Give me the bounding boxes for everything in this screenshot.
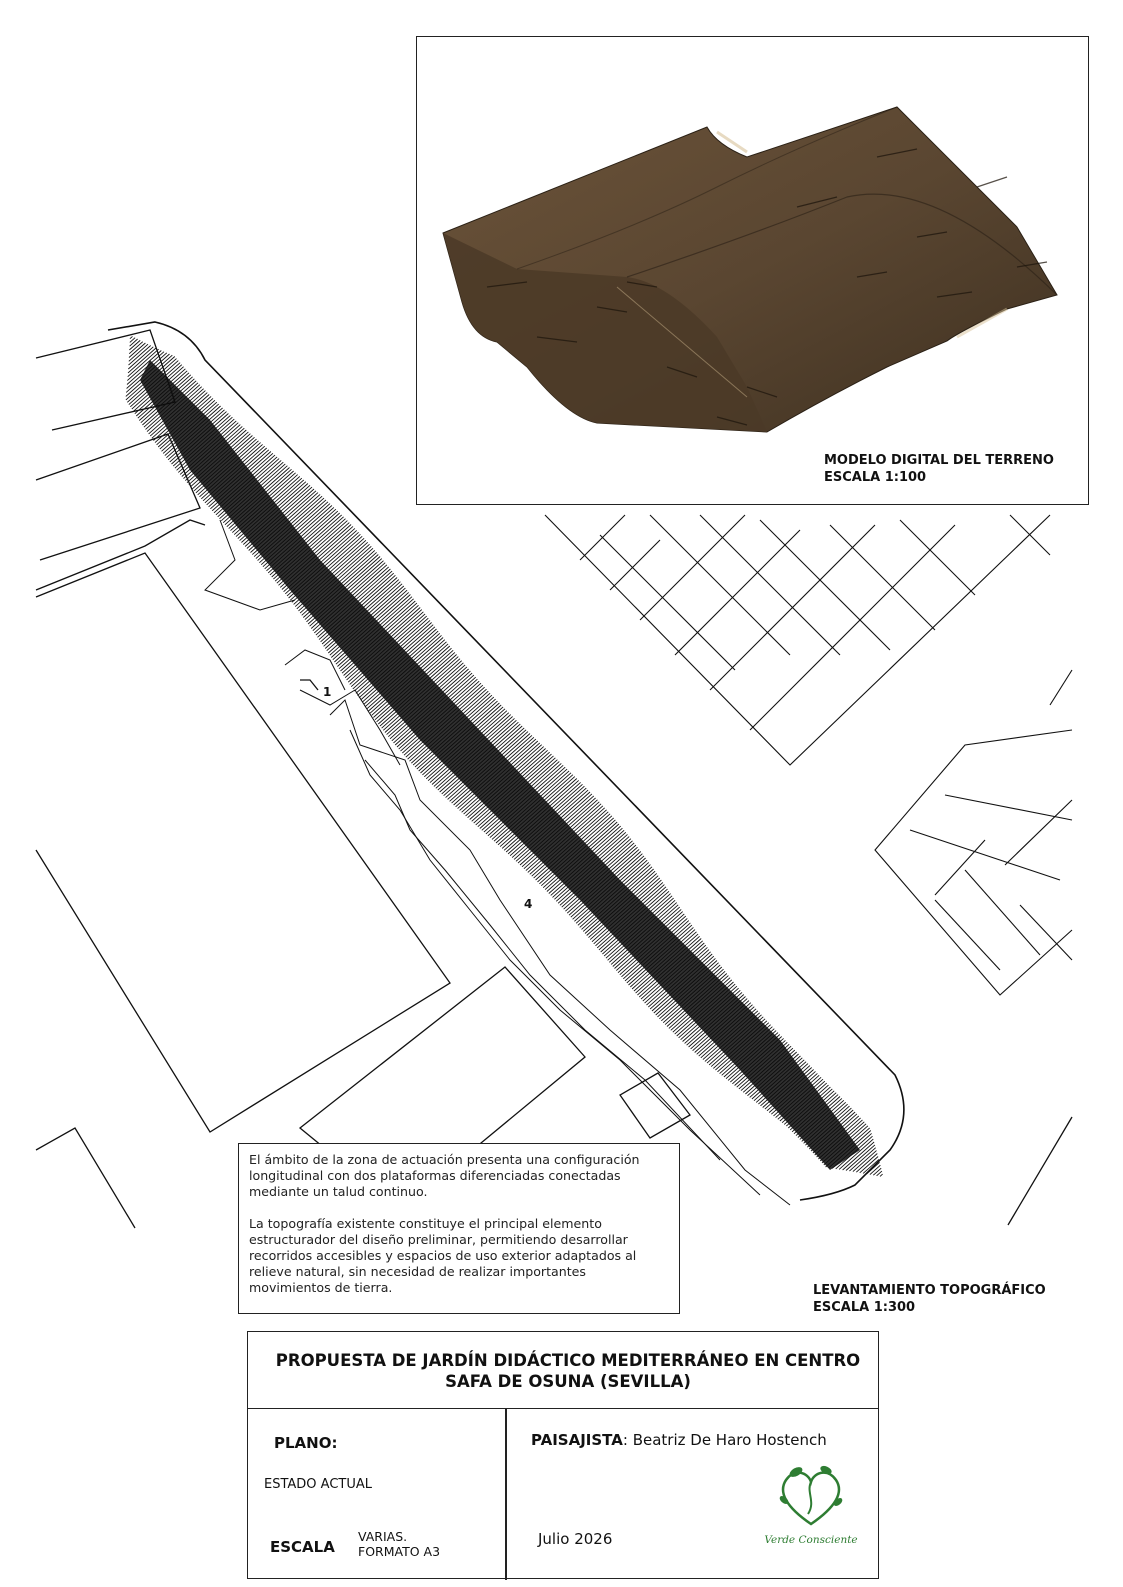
terrain-stroke: [977, 177, 1007, 187]
plano-label: PLANO:: [274, 1434, 338, 1452]
building-outline: [36, 1128, 135, 1228]
landscape-architect: [531, 1431, 827, 1449]
contour-label: 1: [323, 685, 332, 699]
block-outline: [875, 730, 1072, 995]
model-scale: ESCALA 1:100: [824, 470, 927, 485]
street-edge: [1008, 1117, 1072, 1225]
block-outline: [1050, 670, 1072, 705]
heart-leaf-icon: [756, 1452, 866, 1537]
contour-hatch-line: [130, 339, 138, 346]
escala-value-line: VARIAS.: [358, 1529, 408, 1544]
contour-hatch-line: [880, 1174, 883, 1176]
terrain-model-3d: [417, 37, 1087, 503]
contour-hatch-line: [130, 336, 133, 338]
contour-hatch-line: [856, 1154, 877, 1173]
paisajista-name: : Beatriz De Haro Hostench: [622, 1431, 827, 1449]
escala-label: ESCALA: [270, 1538, 335, 1556]
verde-consciente-logo: [756, 1452, 866, 1567]
escala-value-line: FORMATO A3: [358, 1544, 441, 1559]
contour-hatch-line: [863, 1159, 879, 1173]
project-title-line: SAFA DE OSUNA (SEVILLA): [445, 1372, 691, 1391]
terrain-model-panel: [416, 36, 1089, 505]
building-outline: [300, 680, 318, 690]
contour-hatch-line: [129, 343, 145, 358]
project-title-line: PROPUESTA DE JARDÍN DIDÁCTICO MEDITERRÁNEO EN CENTRO: [275, 1351, 861, 1370]
contour-hatch-line: [873, 1168, 881, 1175]
survey-scale: ESCALA 1:300: [813, 1300, 916, 1315]
contour-lines: [205, 520, 790, 1205]
logo-text: Verde Consciente: [764, 1534, 858, 1546]
description-box: [238, 1143, 680, 1314]
project-title: [268, 1350, 868, 1392]
building-outline: [36, 520, 205, 590]
contour-hatch-line: [129, 344, 148, 361]
description-paragraph: La topografía existente constituye el principal elemento estructurador del diseño preliminar, permitiendo desarrollar recorridos accesibles y espacios de uso exterior adaptados al relieve natural, sin necesidad de realizar importantes movimientos de tierra.: [249, 1216, 637, 1295]
project-title-cell: [248, 1332, 878, 1409]
drawing-date: Julio 2026: [538, 1530, 613, 1548]
description-paragraph: El ámbito de la zona de actuación presenta una configuración longitudinal con dos plataformas diferenciadas conectadas mediante un talud continuo.: [249, 1152, 640, 1199]
escala-value: [358, 1529, 440, 1559]
title-block: [247, 1331, 879, 1579]
contour-label: 4: [524, 897, 533, 911]
paisajista-label: PAISAJISTA: [531, 1431, 623, 1449]
model-title: MODELO DIGITAL DEL TERRENO: [824, 453, 1054, 468]
plano-value: ESTADO ACTUAL: [264, 1477, 372, 1492]
survey-title: LEVANTAMIENTO TOPOGRÁFICO: [813, 1283, 1046, 1298]
building-outline: [620, 1073, 690, 1138]
block-outline: [545, 515, 1050, 765]
title-block-divider: [505, 1409, 507, 1580]
terrain-surface: [443, 107, 1057, 432]
